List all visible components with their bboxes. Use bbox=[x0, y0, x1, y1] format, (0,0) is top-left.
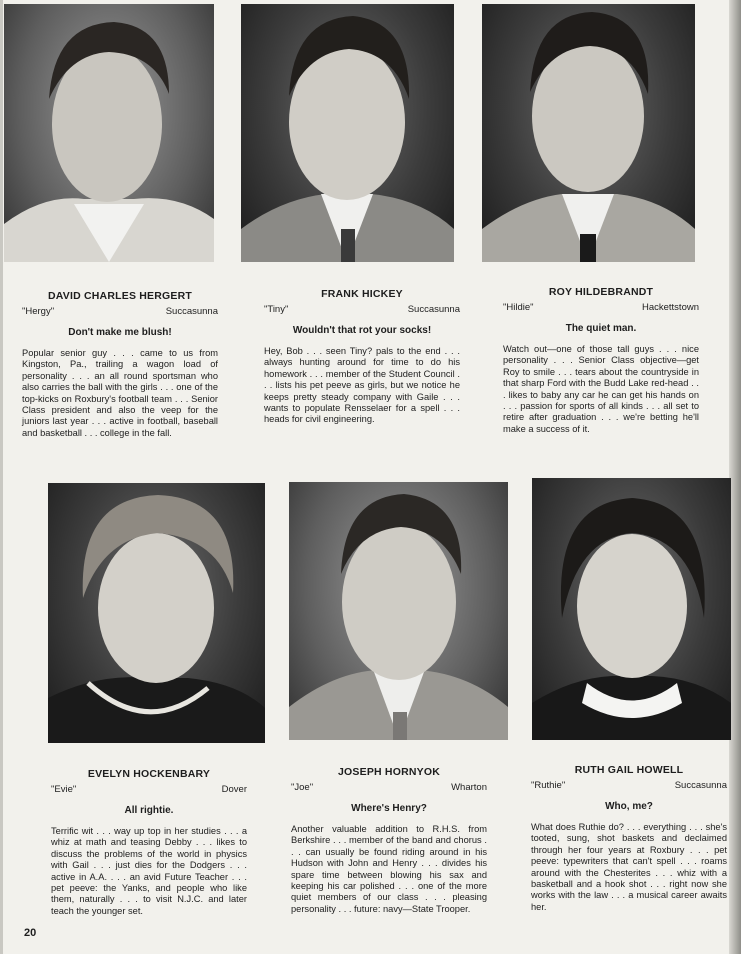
senior-nickname: "Evie" bbox=[51, 784, 77, 795]
senior-quote: The quiet man. bbox=[565, 323, 637, 334]
senior-quote: All rightie. bbox=[124, 805, 174, 816]
senior-subline bbox=[503, 302, 699, 313]
senior-name: JOSEPH HORNYOK bbox=[338, 766, 440, 778]
senior-quote: Wouldn't that rot your socks! bbox=[292, 325, 432, 336]
page-number: 20 bbox=[24, 927, 37, 939]
senior-entry bbox=[503, 286, 699, 435]
senior-quote: Where's Henry? bbox=[351, 803, 427, 814]
senior-name: RUTH GAIL HOWELL bbox=[574, 764, 684, 776]
senior-bio: What does Ruthie do? . . . everything . . . she's tooted, sung, shot baskets and declaimed through her four years at Roxbury . . . pet peeve: typewriters that can't spell . . . roams around with the Chesterites . . . whiz with a basketball and a hook shot . . . right now she works with the law . . . a musical career awaits her. bbox=[531, 822, 727, 912]
senior-hometown: Hackettstown bbox=[641, 302, 699, 313]
senior-bio: Watch out—one of those tall guys . . . nice personality . . . Senior Class objective—get Roy to smile . . . tears about the countryside in that sharp Ford with the Budd Lake red-head . . . likes to baby any car he can get his hands on . . . passion for sports of all kinds . . . all set to retire after graduation . . . we're betting he'll make a success of it. bbox=[503, 344, 699, 434]
portrait-photo-hildebrandt bbox=[482, 4, 695, 262]
senior-entry bbox=[531, 764, 727, 913]
portrait-silhouette bbox=[482, 4, 695, 262]
senior-entry bbox=[22, 290, 218, 439]
senior-subline bbox=[264, 304, 460, 315]
senior-nickname: "Tiny" bbox=[264, 304, 289, 315]
portrait-photo-howell bbox=[532, 478, 731, 740]
senior-entry bbox=[51, 768, 247, 917]
senior-subline bbox=[291, 782, 487, 793]
senior-nickname: "Joe" bbox=[291, 782, 314, 793]
senior-bio: Popular senior guy . . . came to us from Kingston, Pa., trailing a wagon load of personality . . . an all round sportsman who also carries the ball with the girls . . . one of the top-kicks on Roxbury's football team . . . Senior Class president and also the veep for the juniors last year . . . active in football, baseball and basketball . . . college in the fall. bbox=[22, 348, 218, 438]
senior-hometown: Succasunna bbox=[674, 780, 727, 791]
senior-nickname: "Hergy" bbox=[22, 306, 55, 317]
portrait-silhouette bbox=[241, 4, 454, 262]
senior-quote: Who, me? bbox=[605, 801, 653, 812]
senior-bio: Terrific wit . . . way up top in her studies . . . a whiz at math and teasing Debby . . . likes to discuss the problems of the world in physics with Gail . . . just dies for the Dodgers . . . active in A.A. . . . an avid Future Teacher . . . pet peeve: the Yanks, and people who like them, naturally . . . to visit N.J.C. and later teach the younger set. bbox=[51, 826, 247, 916]
senior-name: FRANK HICKEY bbox=[321, 288, 403, 300]
senior-bio: Hey, Bob . . . seen Tiny? pals to the end . . . always hunting around for time to do his homework . . . member of the Student Council . . . lists his pet peeve as girls, but we notice he keeps pretty steady company with Gaile . . . wants to populate Rensselaer for a spell . . . heads for civil engineering. bbox=[264, 346, 460, 425]
senior-nickname: "Ruthie" bbox=[531, 780, 566, 791]
senior-bio: Another valuable addition to R.H.S. from Berkshire . . . member of the band and chorus . . . can usually be found riding around in his Hudson with John and Henry . . . divides his spare time between blowing his sax and keeping his car polished . . . one of the more quiet members of our class . . . pleasing personality . . . future: navy—State Trooper. bbox=[291, 824, 487, 914]
portrait-silhouette bbox=[532, 478, 731, 740]
portrait-silhouette bbox=[4, 4, 214, 262]
senior-nickname: "Hildie" bbox=[503, 302, 534, 313]
senior-hometown: Succasunna bbox=[165, 306, 218, 317]
senior-hometown: Dover bbox=[221, 784, 247, 795]
portrait-silhouette bbox=[289, 482, 508, 740]
page-binding-edge bbox=[729, 0, 741, 954]
senior-subline bbox=[51, 784, 247, 795]
senior-subline bbox=[531, 780, 727, 791]
senior-entry bbox=[264, 288, 460, 426]
portrait-photo-hergert bbox=[4, 4, 214, 262]
senior-hometown: Succasunna bbox=[407, 304, 460, 315]
portrait-photo-hornyok bbox=[289, 482, 508, 740]
senior-quote: Don't make me blush! bbox=[68, 327, 172, 338]
page-left-edge bbox=[0, 0, 3, 954]
senior-subline bbox=[22, 306, 218, 317]
senior-entry bbox=[291, 766, 487, 915]
portrait-photo-hickey bbox=[241, 4, 454, 262]
senior-name: EVELYN HOCKENBARY bbox=[87, 768, 211, 780]
senior-name: DAVID CHARLES HERGERT bbox=[47, 290, 192, 302]
senior-name: ROY HILDEBRANDT bbox=[548, 286, 654, 298]
senior-hometown: Wharton bbox=[451, 782, 487, 793]
portrait-photo-hockenbary bbox=[48, 483, 265, 743]
portrait-silhouette bbox=[48, 483, 265, 743]
